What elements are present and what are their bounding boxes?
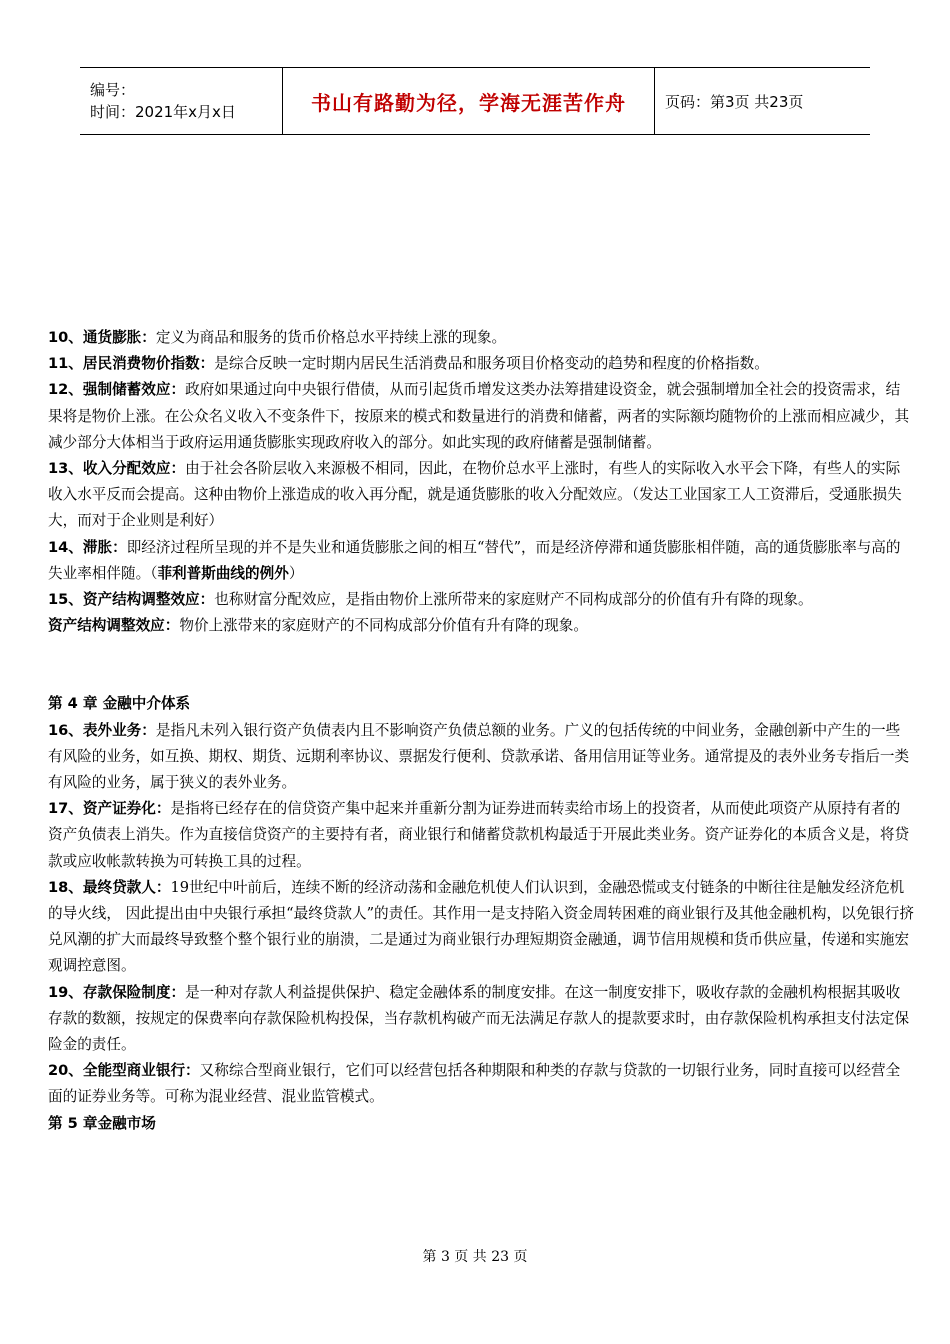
header-motto [282,68,655,134]
term: 20、全能型商业银行： [48,1062,200,1080]
page-header [80,67,870,135]
entry-17 [48,796,914,875]
definition: 也称财富分配效应，是指由物价上涨所带来的家庭财产不同构成部分的价值有升有降的现象。 [214,591,813,609]
definition: 定义为商品和服务的货币价格总水平持续上涨的现象。 [155,329,507,346]
entry-15 [48,587,914,613]
definition: 即经济过程所呈现的并不是失业和通货膨胀之间的相互“替代”，而是经济停滞和通货膨胀相伴随，高的通货膨胀率与高的失业率相伴随。（ [48,538,901,582]
term: 14、滞胀： [48,538,127,556]
emphasis: 菲利普斯曲线的例外 [157,564,289,582]
entry-12 [48,377,914,456]
definition: 又称综合型商业银行，它们可以经营包括各种期限和种类的存款与贷款的一切银行业务，同时直接可以经营全面的证券业务等。可称为混业经营、混业监管模式。 [48,1062,901,1106]
entry-10 [48,325,914,351]
term: 资产结构调整效应： [48,617,180,635]
entry-15-extra [48,613,914,639]
term: 19、存款保险制度： [48,983,186,1001]
entry-11 [48,351,914,377]
term: 16、表外业务： [48,721,156,739]
page-footer: 第 3 页 共 23 页 [422,1249,528,1265]
chapter-4-heading: 第 4 章 金融中介体系 [48,695,191,713]
definition: 是指将已经存在的信贷资产集中起来并重新分割为证券进而转卖给市场上的投资者，从而使此项资产从原持有者的资产负债表上消失。作为直接信贷资产的主要持有者，商业银行和储蓄贷款机构最适于开展此类业务。资产证券化的本质含义是，将贷款或应收帐款转换为可转换工具的过程。 [48,800,910,870]
definition-tail: ） [288,564,304,582]
chapter-5-heading: 第 5 章金融市场 [48,1114,156,1132]
term: 11、居民消费物价指数： [48,355,215,373]
section-gap [48,639,914,691]
term: 10、通货膨胀： [48,329,156,346]
definition: 物价上涨带来的家庭财产的不同构成部分价值有升有降的现象。 [179,617,588,635]
definition: 由于社会各阶层收入来源极不相同，因此，在物价总水平上涨时，有些人的实际收入水平会下降，有些人的实际收入水平反而会提高。这种由物价上涨造成的收入再分配，就是通货膨胀的收入分配效应。（发达工业国家工人工资滞后，受通胀损失大，而对于企业则是利好） [48,460,902,530]
entry-14 [48,535,914,587]
term: 13、收入分配效应： [48,460,186,478]
motto-text: 书山有路勤为径，学海无涯苦作舟 [311,90,626,115]
document-body [48,325,914,1137]
document-number: 编号： [90,81,136,99]
term: 15、资产结构调整效应： [48,591,215,609]
definition: 政府如果通过向中央银行借债，从而引起货币增发这类办法筹措建设资金，就会强制增加全社会的投资需求，结果将是物价上涨。在公众名义收入不变条件下，按原来的模式和数量进行的消费和储蓄，两者的实际额均随物价的上涨而相应减少，其减少部分大体相当于政府运用通货膨胀实现政府收入的部分。如此实现的政府储蓄是强制储蓄。 [48,381,910,451]
document-time: 时间：2021年x月x日 [90,103,236,121]
entry-19 [48,980,914,1059]
entry-18 [48,875,914,980]
definition: 是一种对存款人利益提供保护、稳定金融体系的制度安排。在这一制度安排下，吸收存款的金融机构根据其吸收存款的数额，按规定的保费率向存款保险机构投保，当存款机构破产而无法满足存款人的提款要求时，由存款保险机构承担支付法定保险金的责任。 [48,983,910,1054]
entry-13 [48,456,914,535]
definition: 19世纪中叶前后，连续不断的经济动荡和金融危机使人们认识到，金融恐慌或支付链条的中断往往是触发经济危机的导火线， 因此提出由中央银行承担“最终贷款人”的责任。其作用一是支持陷入资金周转困难的商业银行及其他金融机构，以免银行挤兑风潮的扩大而最终导致整个整个银行业的崩溃，二是通过为商业银行办理短期资金融通，调节信用规模和货币供应量，传递和实施宏观调控意图。 [48,878,915,975]
entry-20 [48,1058,914,1110]
entry-16 [48,718,914,797]
header-meta [80,68,282,134]
term: 12、强制储蓄效应： [48,381,186,399]
definition: 是指凡未列入银行资产负债表内且不影响资产负债总额的业务。广义的包括传统的中间业务，金融创新中产生的一些有风险的业务，如互换、期权、期货、远期利率协议、票据发行便利、贷款承诺、备用信用证等业务。通常提及的表外业务专指后一类有风险的业务，属于狭义的表外业务。 [48,721,910,792]
page-number-text: 页码：第3页 共23页 [665,92,804,111]
definition: 是综合反映一定时期内居民生活消费品和服务项目价格变动的趋势和程度的价格指数。 [214,355,769,373]
header-page-number [655,68,870,134]
term: 18、最终贷款人： [48,878,171,896]
term: 17、资产证券化： [48,800,171,818]
